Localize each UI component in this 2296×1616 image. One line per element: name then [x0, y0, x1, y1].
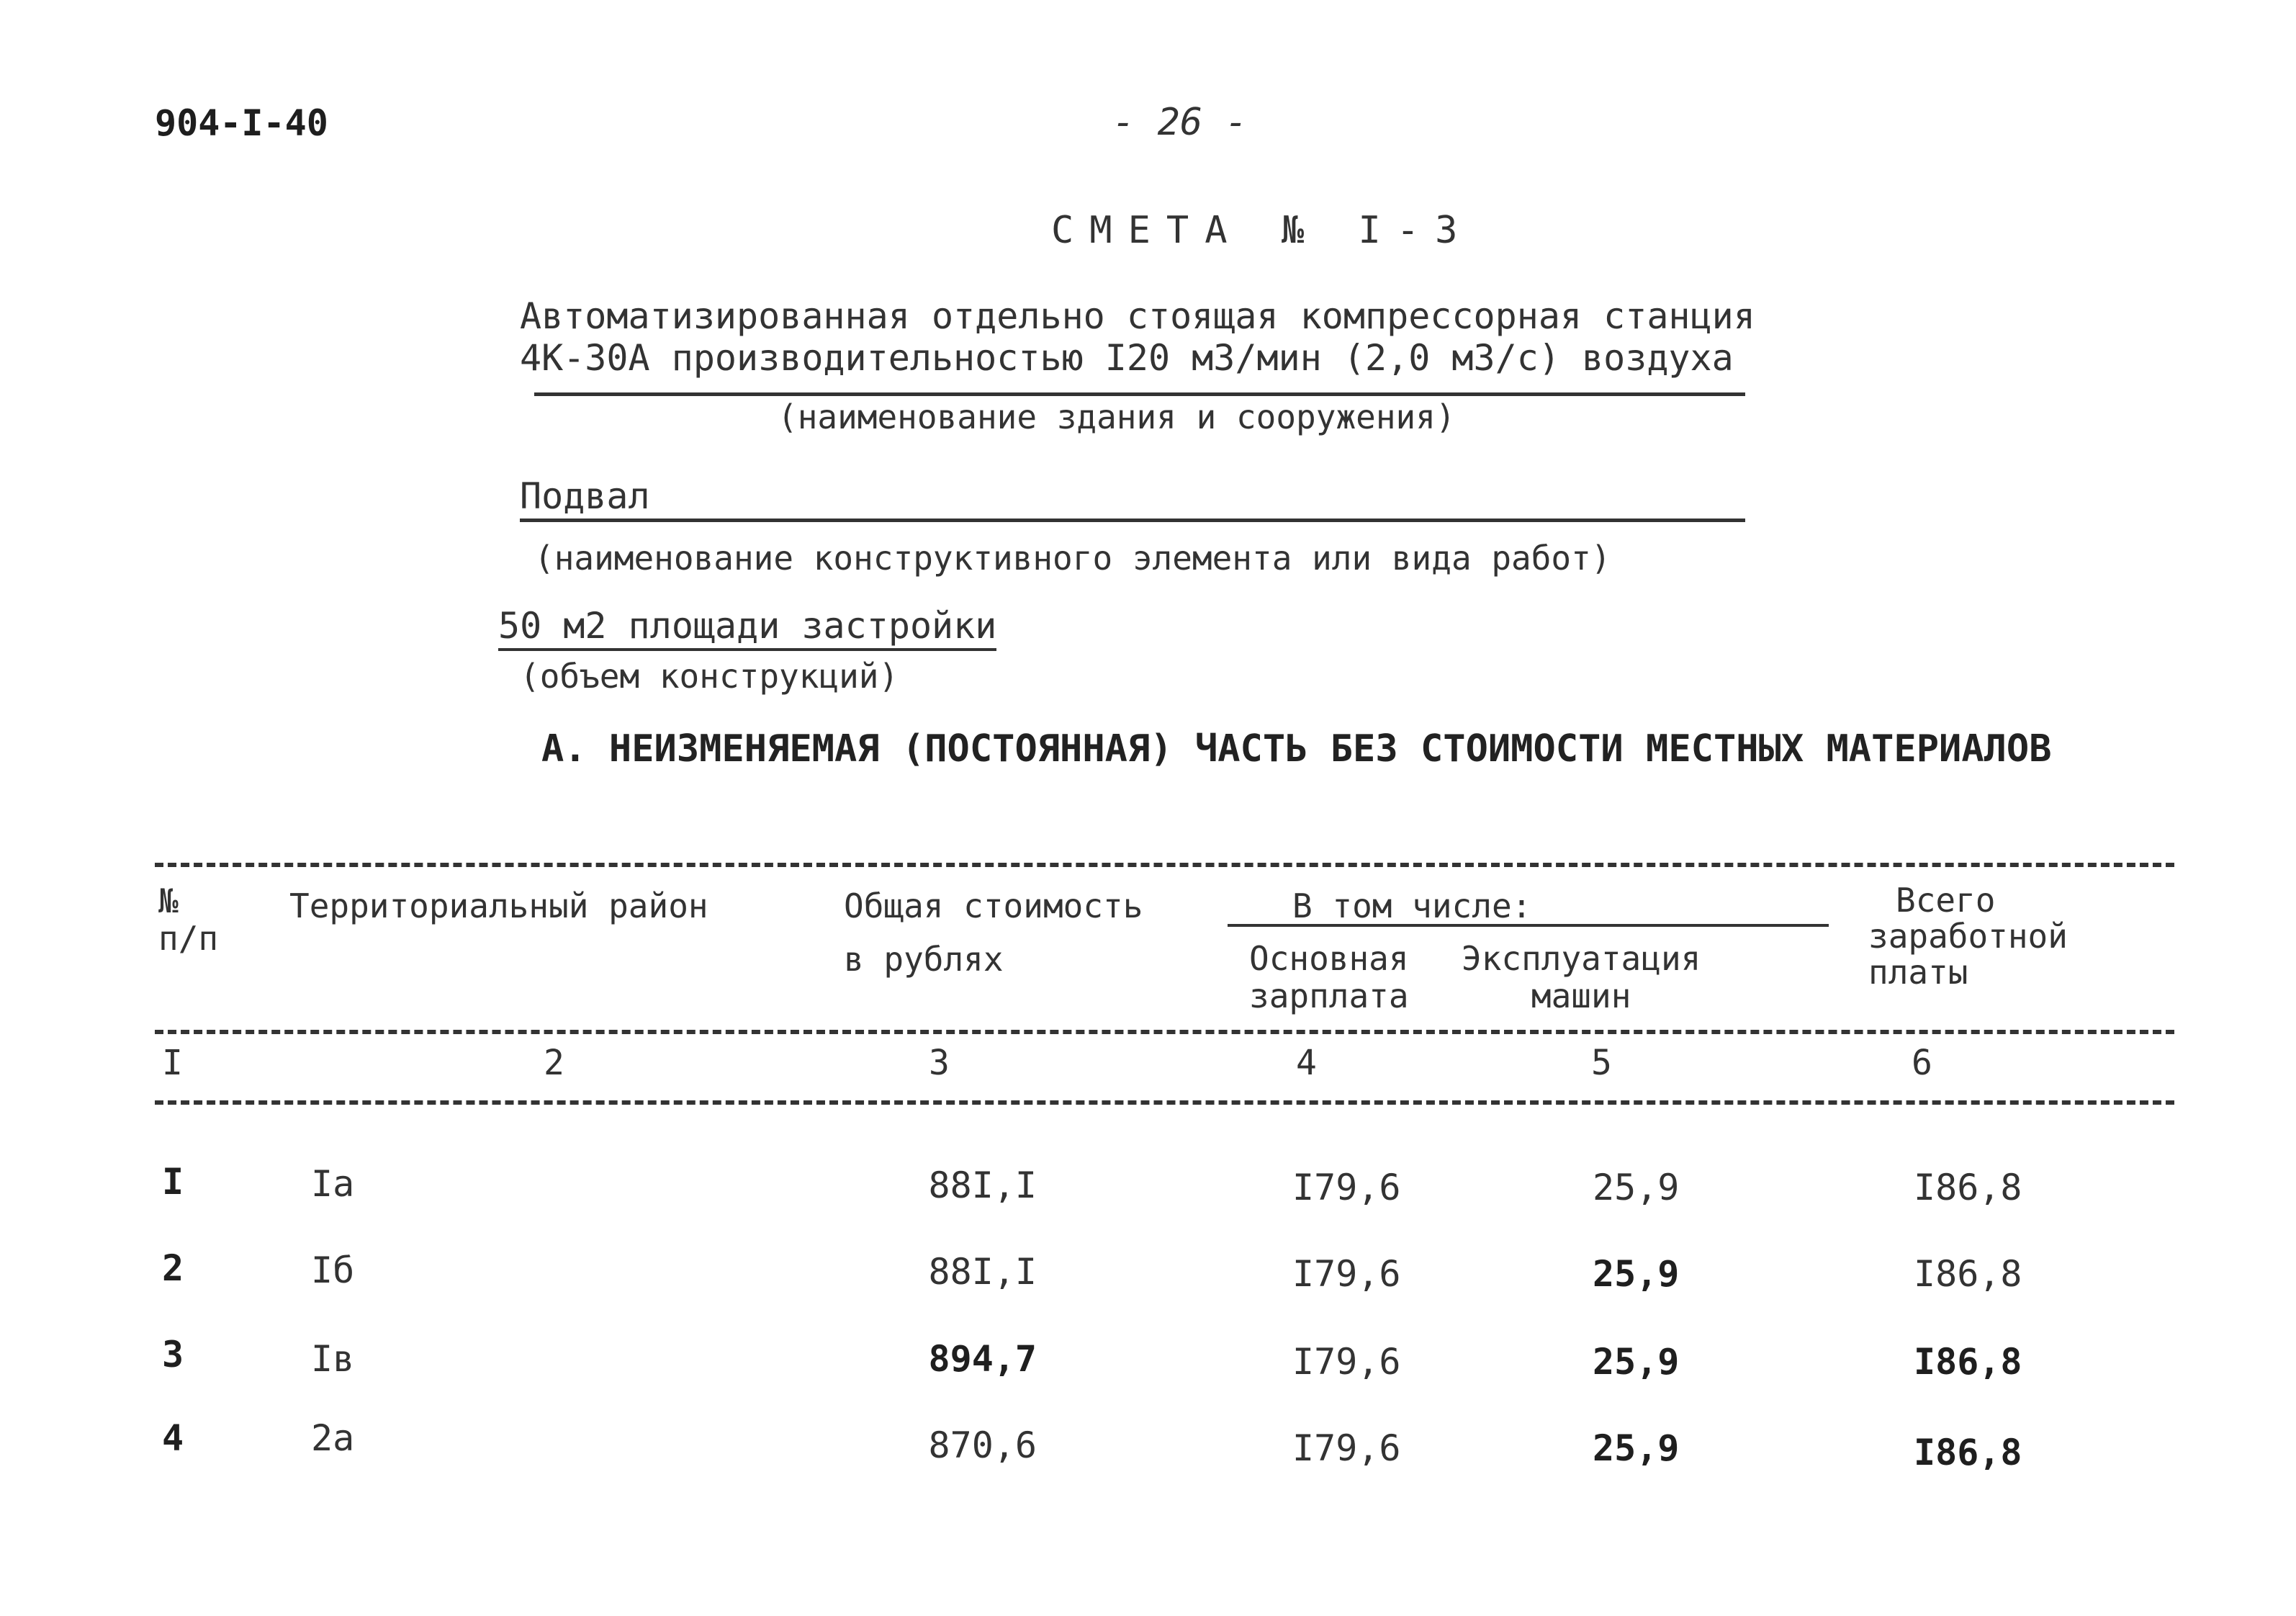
row-district: 2а: [311, 1417, 355, 1459]
row-num: I: [162, 1161, 184, 1203]
header-total-line-2: в рублях: [844, 940, 1004, 979]
volume-caption: (объем конструкций): [520, 657, 899, 696]
construction-volume: 50 м2 площади застройки: [498, 605, 996, 651]
header-including-underline: [1228, 924, 1829, 927]
row-wages: I86,8: [1914, 1253, 2022, 1295]
row-district: Iб: [311, 1249, 355, 1291]
column-number-5: 5: [1591, 1043, 1612, 1083]
row-salary: I79,6: [1292, 1341, 1401, 1383]
header-salary-line-2: зарплата: [1249, 977, 1409, 1015]
row-wages: I86,8: [1914, 1341, 2022, 1383]
header-wages-line-3: платы: [1868, 953, 1968, 992]
row-total: 88I,I: [928, 1251, 1037, 1293]
row-wages: I86,8: [1914, 1432, 2022, 1473]
header-wages: [1868, 882, 2068, 990]
column-number-4: 4: [1296, 1043, 1317, 1083]
header-num: [158, 882, 218, 957]
element-name: Подвал: [520, 475, 650, 517]
header-num-line-1: №: [158, 881, 179, 920]
row-machines: 25,9: [1593, 1253, 1680, 1295]
table-top-rule: [155, 863, 2174, 867]
element-caption: (наименование конструктивного элемента или вида работ): [534, 539, 1611, 578]
document-code: 904-I-40: [155, 102, 328, 144]
header-district: Территориальный район: [289, 886, 708, 925]
row-district: Iа: [311, 1163, 355, 1205]
row-num: 4: [162, 1417, 184, 1459]
row-total: 894,7: [928, 1338, 1037, 1380]
header-wages-line-2: заработной: [1868, 917, 2068, 956]
header-salary: [1249, 940, 1409, 1015]
header-wages-line-1: Всего: [1896, 881, 1996, 920]
building-caption: (наименование здания и сооружения): [778, 398, 1456, 436]
building-name-line-1: Автоматизированная отдельно стоящая компрессорная станция: [520, 295, 1755, 337]
row-wages: I86,8: [1914, 1167, 2022, 1208]
header-machines-line-2: машин: [1531, 977, 1631, 1015]
element-name-underline: [520, 519, 1745, 522]
header-num-line-2: п/п: [158, 919, 219, 958]
header-total-line-1: Общая стоимость: [844, 886, 1143, 925]
header-machines: [1462, 940, 1701, 1015]
row-num: 2: [162, 1247, 184, 1289]
row-machines: 25,9: [1593, 1167, 1680, 1208]
page-number: - 26 -: [1112, 101, 1248, 144]
header-salary-line-1: Основная: [1249, 939, 1409, 978]
column-number-6: 6: [1912, 1043, 1932, 1083]
building-name-line-2: 4К-30А производительностью I20 м3/мин (2,0 м3/с) воздуха: [520, 337, 1734, 379]
row-district: Iв: [311, 1338, 355, 1380]
header-machines-line-1: Эксплуатация: [1462, 939, 1701, 978]
section-title: А. НЕИЗМЕНЯЕМАЯ (ПОСТОЯННАЯ) ЧАСТЬ БЕЗ СТОИМОСТИ МЕСТНЫХ МАТЕРИАЛОВ: [541, 727, 2052, 771]
column-number-3: 3: [929, 1043, 950, 1083]
building-name-underline: [534, 392, 1745, 396]
column-numbers-bottom-rule: [155, 1100, 2174, 1105]
row-salary: I79,6: [1292, 1253, 1401, 1295]
row-salary: I79,6: [1292, 1427, 1401, 1469]
row-num: 3: [162, 1334, 184, 1375]
row-total: 870,6: [928, 1424, 1037, 1466]
row-salary: I79,6: [1292, 1167, 1401, 1208]
row-total: 88I,I: [928, 1164, 1037, 1206]
column-number-1: I: [162, 1043, 183, 1083]
row-machines: 25,9: [1593, 1341, 1680, 1383]
header-including: В том числе:: [1292, 886, 1532, 925]
estimate-title: СМЕТА № I-3: [1051, 209, 1474, 252]
column-number-2: 2: [544, 1043, 564, 1083]
header-bottom-rule: [155, 1030, 2174, 1034]
header-total: [844, 887, 1143, 978]
row-machines: 25,9: [1593, 1427, 1680, 1469]
building-name: [520, 295, 1755, 379]
